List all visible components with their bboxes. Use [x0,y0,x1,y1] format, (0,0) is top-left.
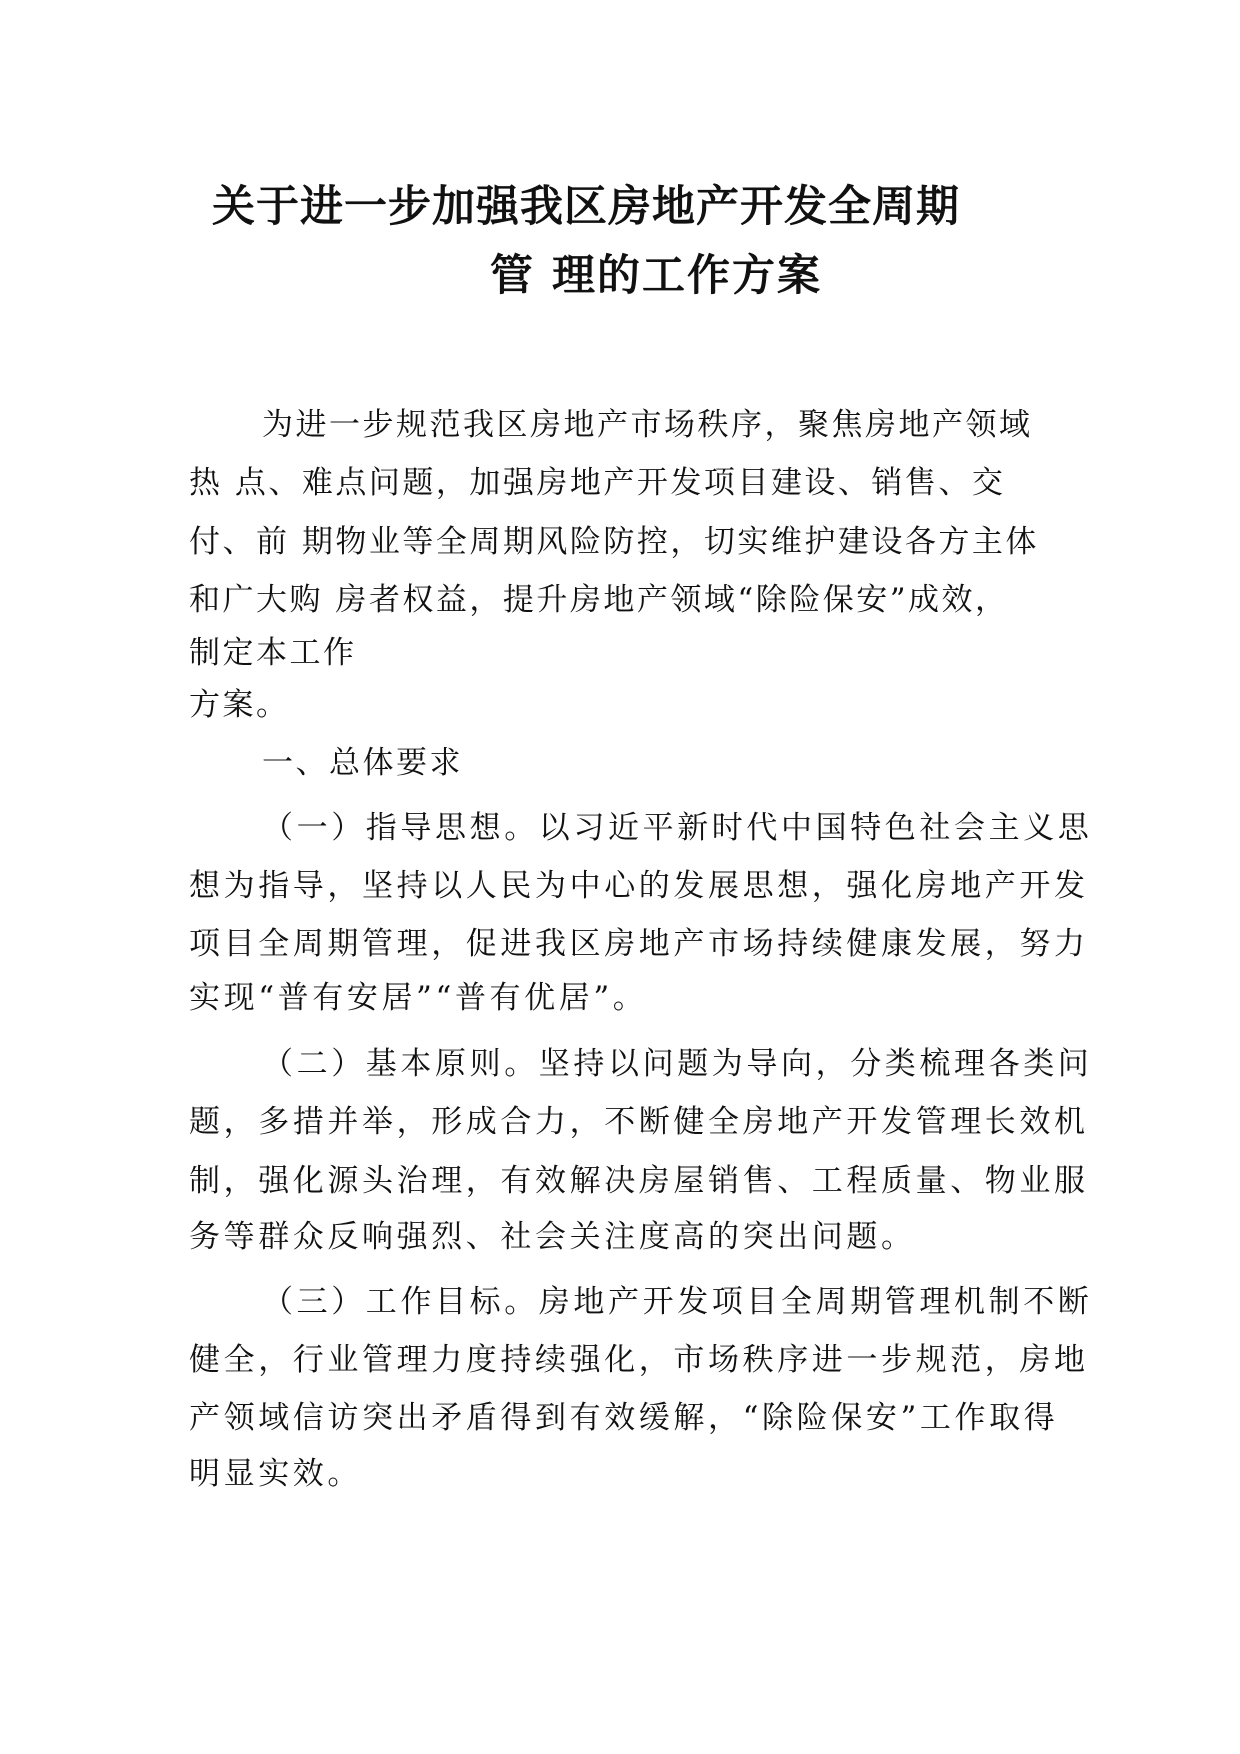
paragraph-2-line-4: 务等群众反响强烈、社会关注度高的突出问题。 [189,1219,916,1255]
paragraph-1-line-1: （一）指导思想。以习近平新时代中国特色社会主义思 [262,810,1093,846]
intro-line-4: 和广大购 房者权益，提升房地产领域“除险保安”成效， [189,582,1009,618]
title-line-2: 管 理的工作方案 [490,251,822,301]
paragraph-2-line-2: 题，多措并举，形成合力，不断健全房地产开发管理长效机 [189,1104,1089,1140]
intro-line-3: 付、前 期物业等全周期风险防控，切实维护建设各方主体 [189,524,1039,560]
paragraph-1-line-3: 项目全周期管理，促进我区房地产市场持续健康发展，努力 [189,926,1089,962]
paragraph-1-line-2: 想为指导，坚持以人民为中心的发展思想，强化房地产开发 [189,868,1089,904]
paragraph-2-line-3: 制，强化源头治理，有效解决房屋销售、工程质量、物业服 [189,1163,1089,1199]
paragraph-2-line-1: （二）基本原则。坚持以问题为导向，分类梳理各类问 [262,1046,1093,1082]
title-line-1: 关于进一步加强我区房地产开发全周期 [212,182,960,232]
intro-line-5: 制定本工作 [189,635,357,671]
paragraph-3-line-3: 产领域信访突出矛盾得到有效缓解，“除险保安”工作取得 [189,1400,1059,1436]
intro-line-2: 热 点、难点问题，加强房地产开发项目建设、销售、交 [189,465,1006,501]
paragraph-3-line-2: 健全，行业管理力度持续强化，市场秩序进一步规范，房地 [189,1342,1089,1378]
paragraph-3-line-4: 明显实效。 [189,1456,362,1492]
intro-line-6: 方案。 [189,687,290,723]
intro-line-1: 为进一步规范我区房地产市场秩序，聚焦房地产领域 [262,407,1033,443]
paragraph-1-line-4: 实现“普有安居”“普有优居”。 [189,980,648,1016]
section-heading: 一、总体要求 [262,745,463,781]
paragraph-3-line-1: （三）工作目标。房地产开发项目全周期管理机制不断 [262,1284,1093,1320]
